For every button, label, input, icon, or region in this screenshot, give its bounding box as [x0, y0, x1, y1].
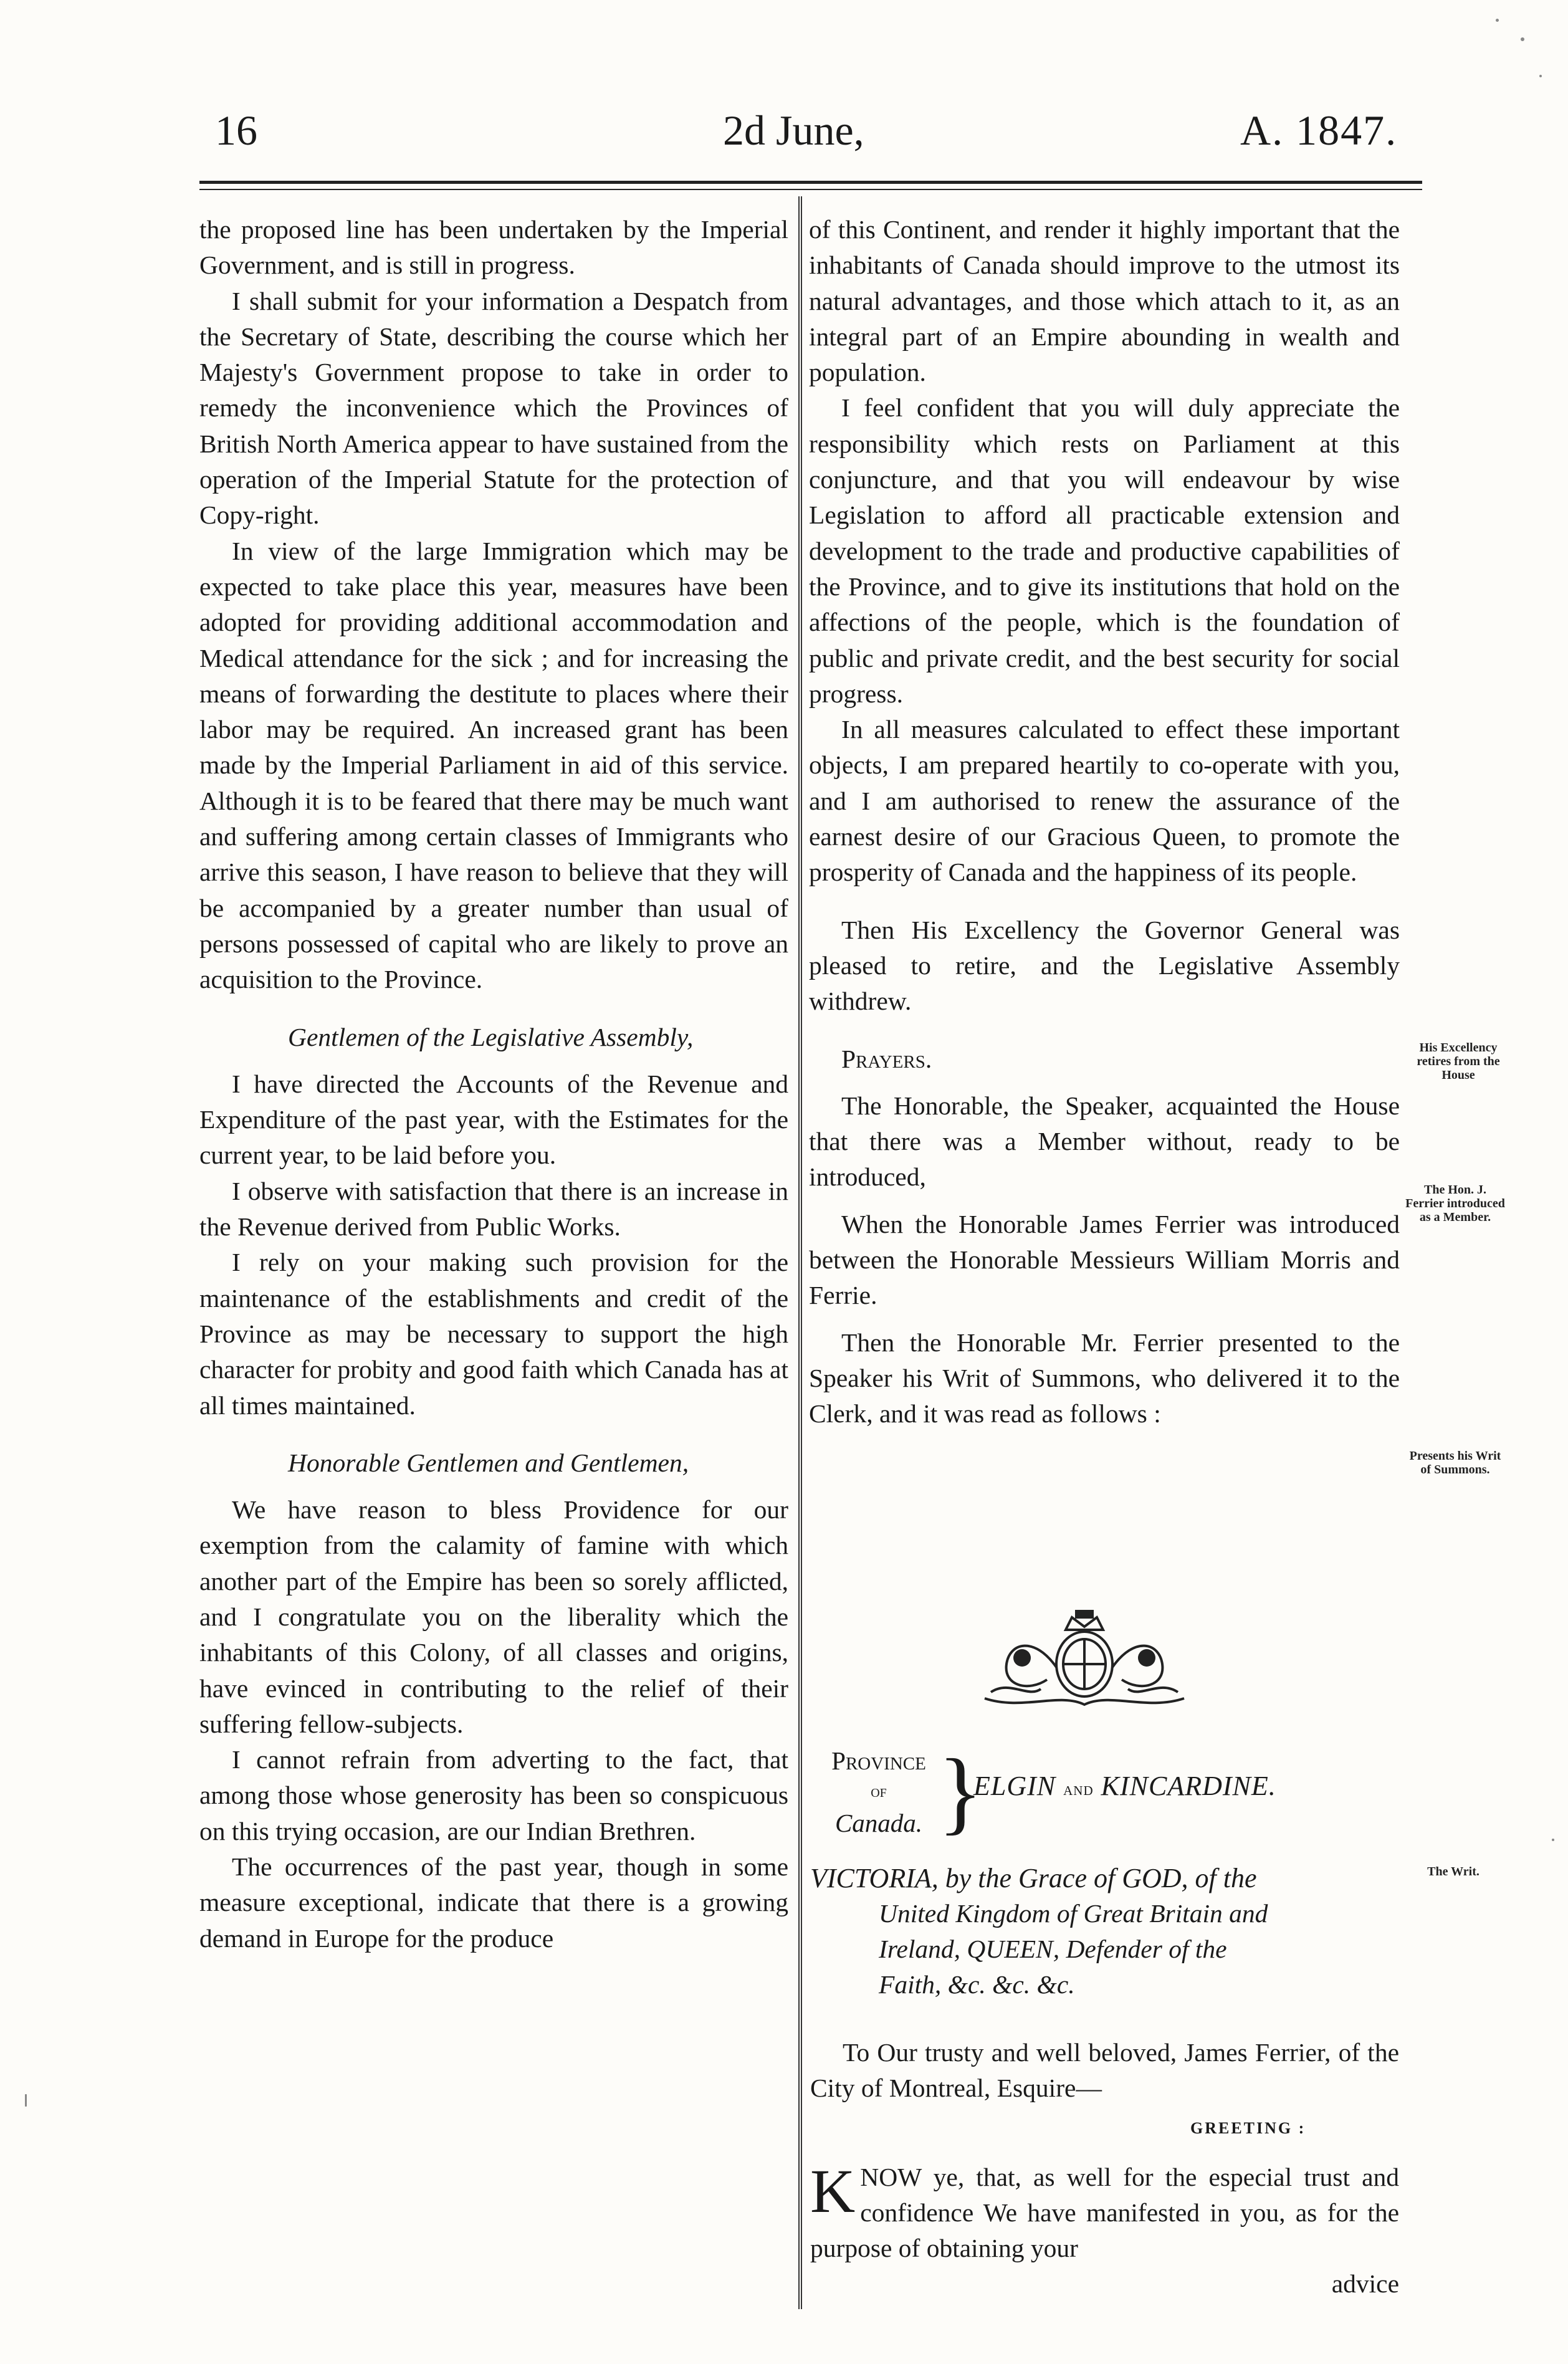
paragraph: I observe with satisfaction that there is an increase in the Revenue derived from Public Works.: [199, 1176, 788, 1242]
writ-line: VICTORIA, by the Grace of GOD, of the: [810, 1863, 1257, 1893]
margin-note-writ-summons: Presents his Writ of Summons.: [1409, 1449, 1501, 1476]
writ-line: Faith, &c. &c. &c.: [879, 1970, 1075, 1999]
left-column: [199, 212, 788, 1956]
paragraph: the proposed line has been undertaken by the Imperial Government, and is still in progress.: [199, 215, 788, 280]
prayers-heading: Prayers.: [841, 1044, 932, 1073]
page-number: 16: [215, 107, 257, 154]
writ-line: Ireland, QUEEN, Defender of the: [879, 1935, 1227, 1963]
writ-body: K NOW ye, that, as well for the especial trust and confidence We have manifested in you, as for the purpose of obtaining your advice: [810, 2160, 1399, 2302]
elgin-kincardine: ELGIN and KINCARDINE.: [973, 1771, 1276, 1801]
province-heading: [810, 1740, 1396, 1845]
catchword: advice: [1331, 2269, 1399, 2298]
right-column: [809, 212, 1400, 1432]
header-rule-thin: [199, 189, 1422, 190]
speaker-paragraph: The Honorable, the Speaker, acquainted the House that there was a Member without, ready to be introduced,: [809, 1091, 1400, 1192]
paragraph: The occurrences of the past year, though in some measure exceptional, indicate that there is a growing demand in Europe for the produce: [199, 1852, 788, 1953]
margin-note-the-writ: The Writ.: [1427, 1865, 1480, 1878]
drop-cap: K: [810, 2156, 856, 2226]
section-heading-assembly: Gentlemen of the Legislative Assembly,: [288, 1022, 694, 1051]
paragraph: In view of the large Immigration which may be expected to take place this year, measures have been adopted for providing additional accommodation and Medical attendance for the sick ; and for increasing the means of forwarding the destitute to places where their labor may be required. An increased grant has been made by the Imperial Parliament in aid of this service. Although it is to be feared that there may be much want and suffering among certain classes of Immigrants who arrive this season, I have reason to believe that they will be accompanied by a greater number than usual of persons possessed of capital who are likely to prove an acquisition to the Province.: [199, 536, 788, 994]
brace: }: [938, 1740, 983, 1844]
royal-crest-icon: [972, 1605, 1197, 1717]
paragraph: I have directed the Accounts of the Revenue and Expenditure of the past year, with the Estimates for the current year, to be laid before you.: [199, 1069, 788, 1170]
margin-note-retires: His Excellency retires from the House: [1417, 1041, 1500, 1082]
scan-speck: [1539, 75, 1542, 77]
column-divider: [798, 196, 802, 2309]
scan-speck: [1521, 37, 1524, 41]
page-year: A. 1847.: [1240, 107, 1398, 154]
paragraph: I cannot refrain from adverting to the fact, that among those whose generosity has been so conspicuous on this trying occasion, are our Indian Brethren.: [199, 1745, 788, 1845]
presented-paragraph: Then the Honorable Mr. Ferrier presented to the Speaker his Writ of Summons, who delivered it to the Clerk, and it was read as follows :: [809, 1328, 1400, 1428]
paragraph: I feel confident that you will duly appreciate the responsibility which rests on Parliament at this conjuncture, and that you will endeavour by wise Legislation to afford all practicable extension and development to the trade and productive capabilities of the Province, and to give its institutions that hold on the affections of the people, which is the foundation of public and private credit, and the best security for social progress.: [809, 393, 1400, 708]
paragraph: I shall submit for your information a Despatch from the Secretary of State, describing the course which her Majesty's Government propose to take in order to remedy the inconvenience which the Provinces of British North America appear to have sustained from the operation of the Imperial Statute for the protection of Copy-right.: [199, 286, 788, 530]
section-heading-gentlemen: Honorable Gentlemen and Gentlemen,: [288, 1448, 689, 1477]
scan-speck: [1552, 1839, 1554, 1841]
writ-address: To Our trusty and well beloved, James Ferrier, of the City of Montreal, Esquire—: [810, 2038, 1399, 2102]
paragraph: We have reason to bless Providence for our exemption from the calamity of famine with which another part of the Empire has been so sorely afflicted, and I congratulate you on the liberality which the inhabitants of this Colony, of all classes and origins, have evinced in contributing to the relief of their suffering fellow-subjects.: [199, 1495, 788, 1738]
writ-line: United Kingdom of Great Britain and: [879, 1899, 1268, 1928]
scan-speck: [25, 2094, 27, 2107]
paragraph: of this Continent, and render it highly important that the inhabitants of Canada should improve to the utmost its natural advantages, and those which attach to it, as an integral part of an Empire abounding in wealth and population.: [809, 215, 1400, 387]
page-date: 2d June,: [723, 107, 864, 154]
province-label: Province of Canada.: [831, 1746, 926, 1837]
margin-note-introduced: The Hon. J. Ferrier introduced as a Member.: [1405, 1183, 1505, 1224]
writ-preamble: [810, 1860, 1399, 2003]
greeting: GREETING :: [1190, 2119, 1306, 2137]
header-rule-thick: [199, 181, 1422, 184]
paragraph: I rely on your making such provision for the maintenance of the establishments and credit of the Province as may be necessary to support the high character for probity and good faith which Canada has at all times maintained.: [199, 1248, 788, 1420]
retire-paragraph: Then His Excellency the Governor General was pleased to retire, and the Legislative Assembly withdrew.: [809, 915, 1400, 1016]
paragraph: In all measures calculated to effect these important objects, I am prepared heartily to co-operate with you, and I am authorised to renew the assurance of the earnest desire of our Gracious Queen, to promote the prosperity of Canada and the happiness of its people.: [809, 715, 1400, 887]
introduced-paragraph: When the Honorable James Ferrier was introduced between the Honorable Messieurs William Morris and Ferrie.: [809, 1209, 1400, 1310]
scan-speck: [1496, 19, 1499, 22]
